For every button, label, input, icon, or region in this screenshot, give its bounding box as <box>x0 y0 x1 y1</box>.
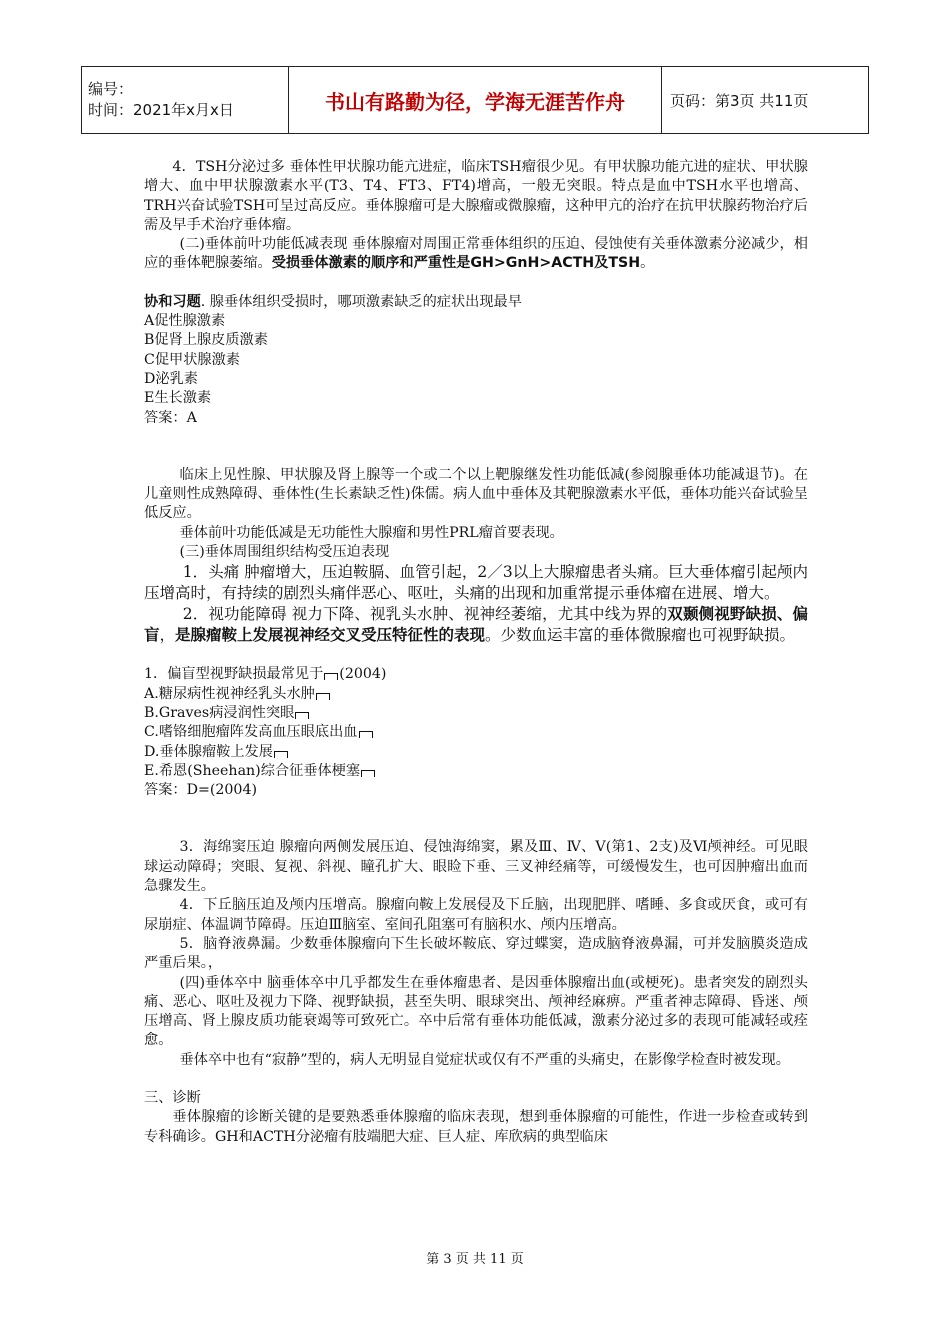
paragraph-clinical: 临床上见性腺、甲状腺及肾上腺等一个或二个以上靶腺继发性功能低减(参阅腺垂体功能减退节)。在儿童则性成熟障碍、垂体性(生长素缺乏性)侏儒。病人血中垂体及其靶腺激素水平低，垂体功能兴奋试验呈低反应。 <box>144 466 808 522</box>
question-1-option-d: D泌乳素 <box>144 370 198 387</box>
option-text: E.希恩(Sheehan)综合征垂体梗塞 <box>144 762 361 779</box>
bold-text: 双颞侧视野缺损、偏盲 <box>144 605 808 645</box>
bold-text: 是腺瘤鞍上发展视神经交叉受压特征性的表现 <box>175 626 486 645</box>
blank-mark <box>324 673 338 680</box>
section-heading-compression: (三)垂体周围组织结构受压迫表现 <box>179 544 390 561</box>
paragraph-csf-leak: 5．脑脊液鼻漏。少数垂体腺瘤向下生长破坏鞍底、穿过蝶窦，造成脑脊液鼻漏，可并发脑膜炎造成严重后果。， <box>144 935 808 972</box>
question-year: (2004) <box>339 666 387 683</box>
paragraph-hypofunction: 垂体前叶功能低减是无功能性大腺瘤和男性PRL瘤首要表现。 <box>179 524 564 541</box>
question-2-option-d <box>144 743 808 762</box>
time-label: 时间：2021年x月x日 <box>88 101 234 119</box>
question-text: . 腺垂体组织受损时，哪项激素缺乏的症状出现最早 <box>200 293 522 310</box>
question-1-title <box>144 293 808 312</box>
question-1-option-e: E生长激素 <box>144 390 212 407</box>
motto: 书山有路勤为径，学海无涯苦作舟 <box>289 67 662 134</box>
blank-mark <box>316 693 330 700</box>
question-text: 1．偏盲型视野缺损最常见于 <box>144 666 324 683</box>
question-2-title <box>144 665 808 684</box>
paragraph-cavernous-sinus: 3．海绵窦压迫 腺瘤向两侧发展压迫、侵蚀海绵窦，累及Ⅲ、Ⅳ、Ⅴ(第1、2支)及Ⅵ颅神经。可见眼球运动障碍；突眼、复视、斜视、瞳孔扩大、眼睑下垂、三叉神经痛等，可缓慢发生，也可因肿瘤出血而急骤发生。 <box>144 839 808 895</box>
bold-text: 受损垂体激素的顺序和严重性是GH>GnH>ACTH及TSH <box>271 255 641 272</box>
page-footer: 第 3 页 共 11 页 <box>426 1252 524 1267</box>
question-1-option-c: C促甲状腺激素 <box>144 351 240 368</box>
blank-mark <box>295 712 309 719</box>
option-text: A.糖尿病性视神经乳头水肿 <box>144 685 315 702</box>
question-1-answer: 答案：A <box>144 409 197 426</box>
blank-mark <box>359 731 373 738</box>
option-text: D.垂体腺瘤鞍上发展 <box>144 743 273 760</box>
page-label: 页码：第3页 共11页 <box>662 67 869 134</box>
text: 2．视功能障碍 视力下降、视乳头水肿、视神经萎缩，尤其中线为界的 <box>182 605 668 624</box>
option-text: B.Graves病浸润性突眼 <box>144 704 295 721</box>
paragraph-silent-apoplexy: 垂体卒中也有“寂静”型的，病人无明显自觉症状或仅有不严重的头痛史，在影像学检查时被发现。 <box>179 1051 790 1068</box>
paragraph-hypothalamus: 4．下丘脑压迫及颅内压增高。腺瘤向鞍上发展侵及下丘脑，出现肥胖、嗜睡、多食或厌食，或可有尿崩症、体温调节障碍。压迫Ⅲ脑室、室间孔阻塞可有脑积水、颅内压增高。 <box>144 897 808 933</box>
question-2-option-c <box>144 723 808 742</box>
text: (二)垂体前叶功能低减表现 垂体腺瘤对周围正常垂体组织的压迫、侵蚀使有关垂体激素分泌减少，相应的垂体靶腺萎缩。 <box>144 236 808 272</box>
header-table <box>81 66 869 134</box>
question-1-option-b: B促肾上腺皮质激素 <box>144 332 268 349</box>
paragraph-apoplexy: (四)垂体卒中 脑垂体卒中几乎都发生在垂体瘤患者、是因垂体腺瘤出血(或梗死)。患者突发的剧烈头痛、恶心、呕吐及视力下降、视野缺损，甚至失明、眼球突出、颅神经麻痹。严重者神志障碍、昏迷、颅压增高、肾上腺皮质功能衰竭等可致死亡。卒中后常有垂体功能低减，激素分泌过多的表现可能减轻或痊愈。 <box>144 974 808 1049</box>
question-2-option-b <box>144 704 808 723</box>
document-body <box>144 158 808 1147</box>
question-2-option-e <box>144 762 808 781</box>
paragraph-anterior-pituitary <box>144 235 808 274</box>
text: 。 <box>640 255 655 272</box>
paragraph-diagnosis: 垂体腺瘤的诊断关键的是要熟悉垂体腺瘤的临床表现，想到垂体腺瘤的可能性，作进一步检查或转到专科确诊。GH和ACTH分泌瘤有肢端肥大症、巨人症、库欣病的典型临床 <box>144 1109 808 1145</box>
header-left-cell <box>82 67 289 134</box>
paragraph-tsh: 4．TSH分泌过多 垂体性甲状腺功能亢进症，临床TSH瘤很少见。有甲状腺功能亢进的症状、甲状腺增大、血中甲状腺激素水平(T3、T4、FT3、FT4)增高，一般无突眼。特点是血中TSH水平也增高、TRH兴奋试验TSH可呈过高反应。垂体腺瘤可是大腺瘤或微腺瘤，这种甲亢的治疗在抗甲状腺药物治疗后需及早手术治疗垂体瘤。 <box>144 159 808 233</box>
blank-mark <box>274 751 288 758</box>
paragraph-headache: 1．头痛 肿瘤增大，压迫鞍膈、血管引起，2／3以上大腺瘤患者头痛。巨大垂体瘤引起颅内压增高时，有持续的剧烈头痛伴恶心、呕吐，头痛的出现和加重常提示垂体瘤在进展、增大。 <box>144 563 808 603</box>
question-2-option-a <box>144 685 808 704</box>
question-source: 协和习题 <box>144 293 201 310</box>
paragraph-vision <box>144 604 808 646</box>
question-1-option-a: A促性腺激素 <box>144 313 226 330</box>
question-2-answer: 答案：D=(2004) <box>144 782 258 799</box>
option-text: C.嗜铬细胞瘤阵发高血压眼底出血 <box>144 724 358 741</box>
section-heading-diagnosis: 三、诊断 <box>144 1089 201 1106</box>
blank-mark <box>361 770 375 777</box>
text: 。少数血运丰富的垂体微腺瘤也可视野缺损。 <box>485 626 796 645</box>
number-label: 编号： <box>88 80 134 98</box>
text: ， <box>159 626 176 645</box>
